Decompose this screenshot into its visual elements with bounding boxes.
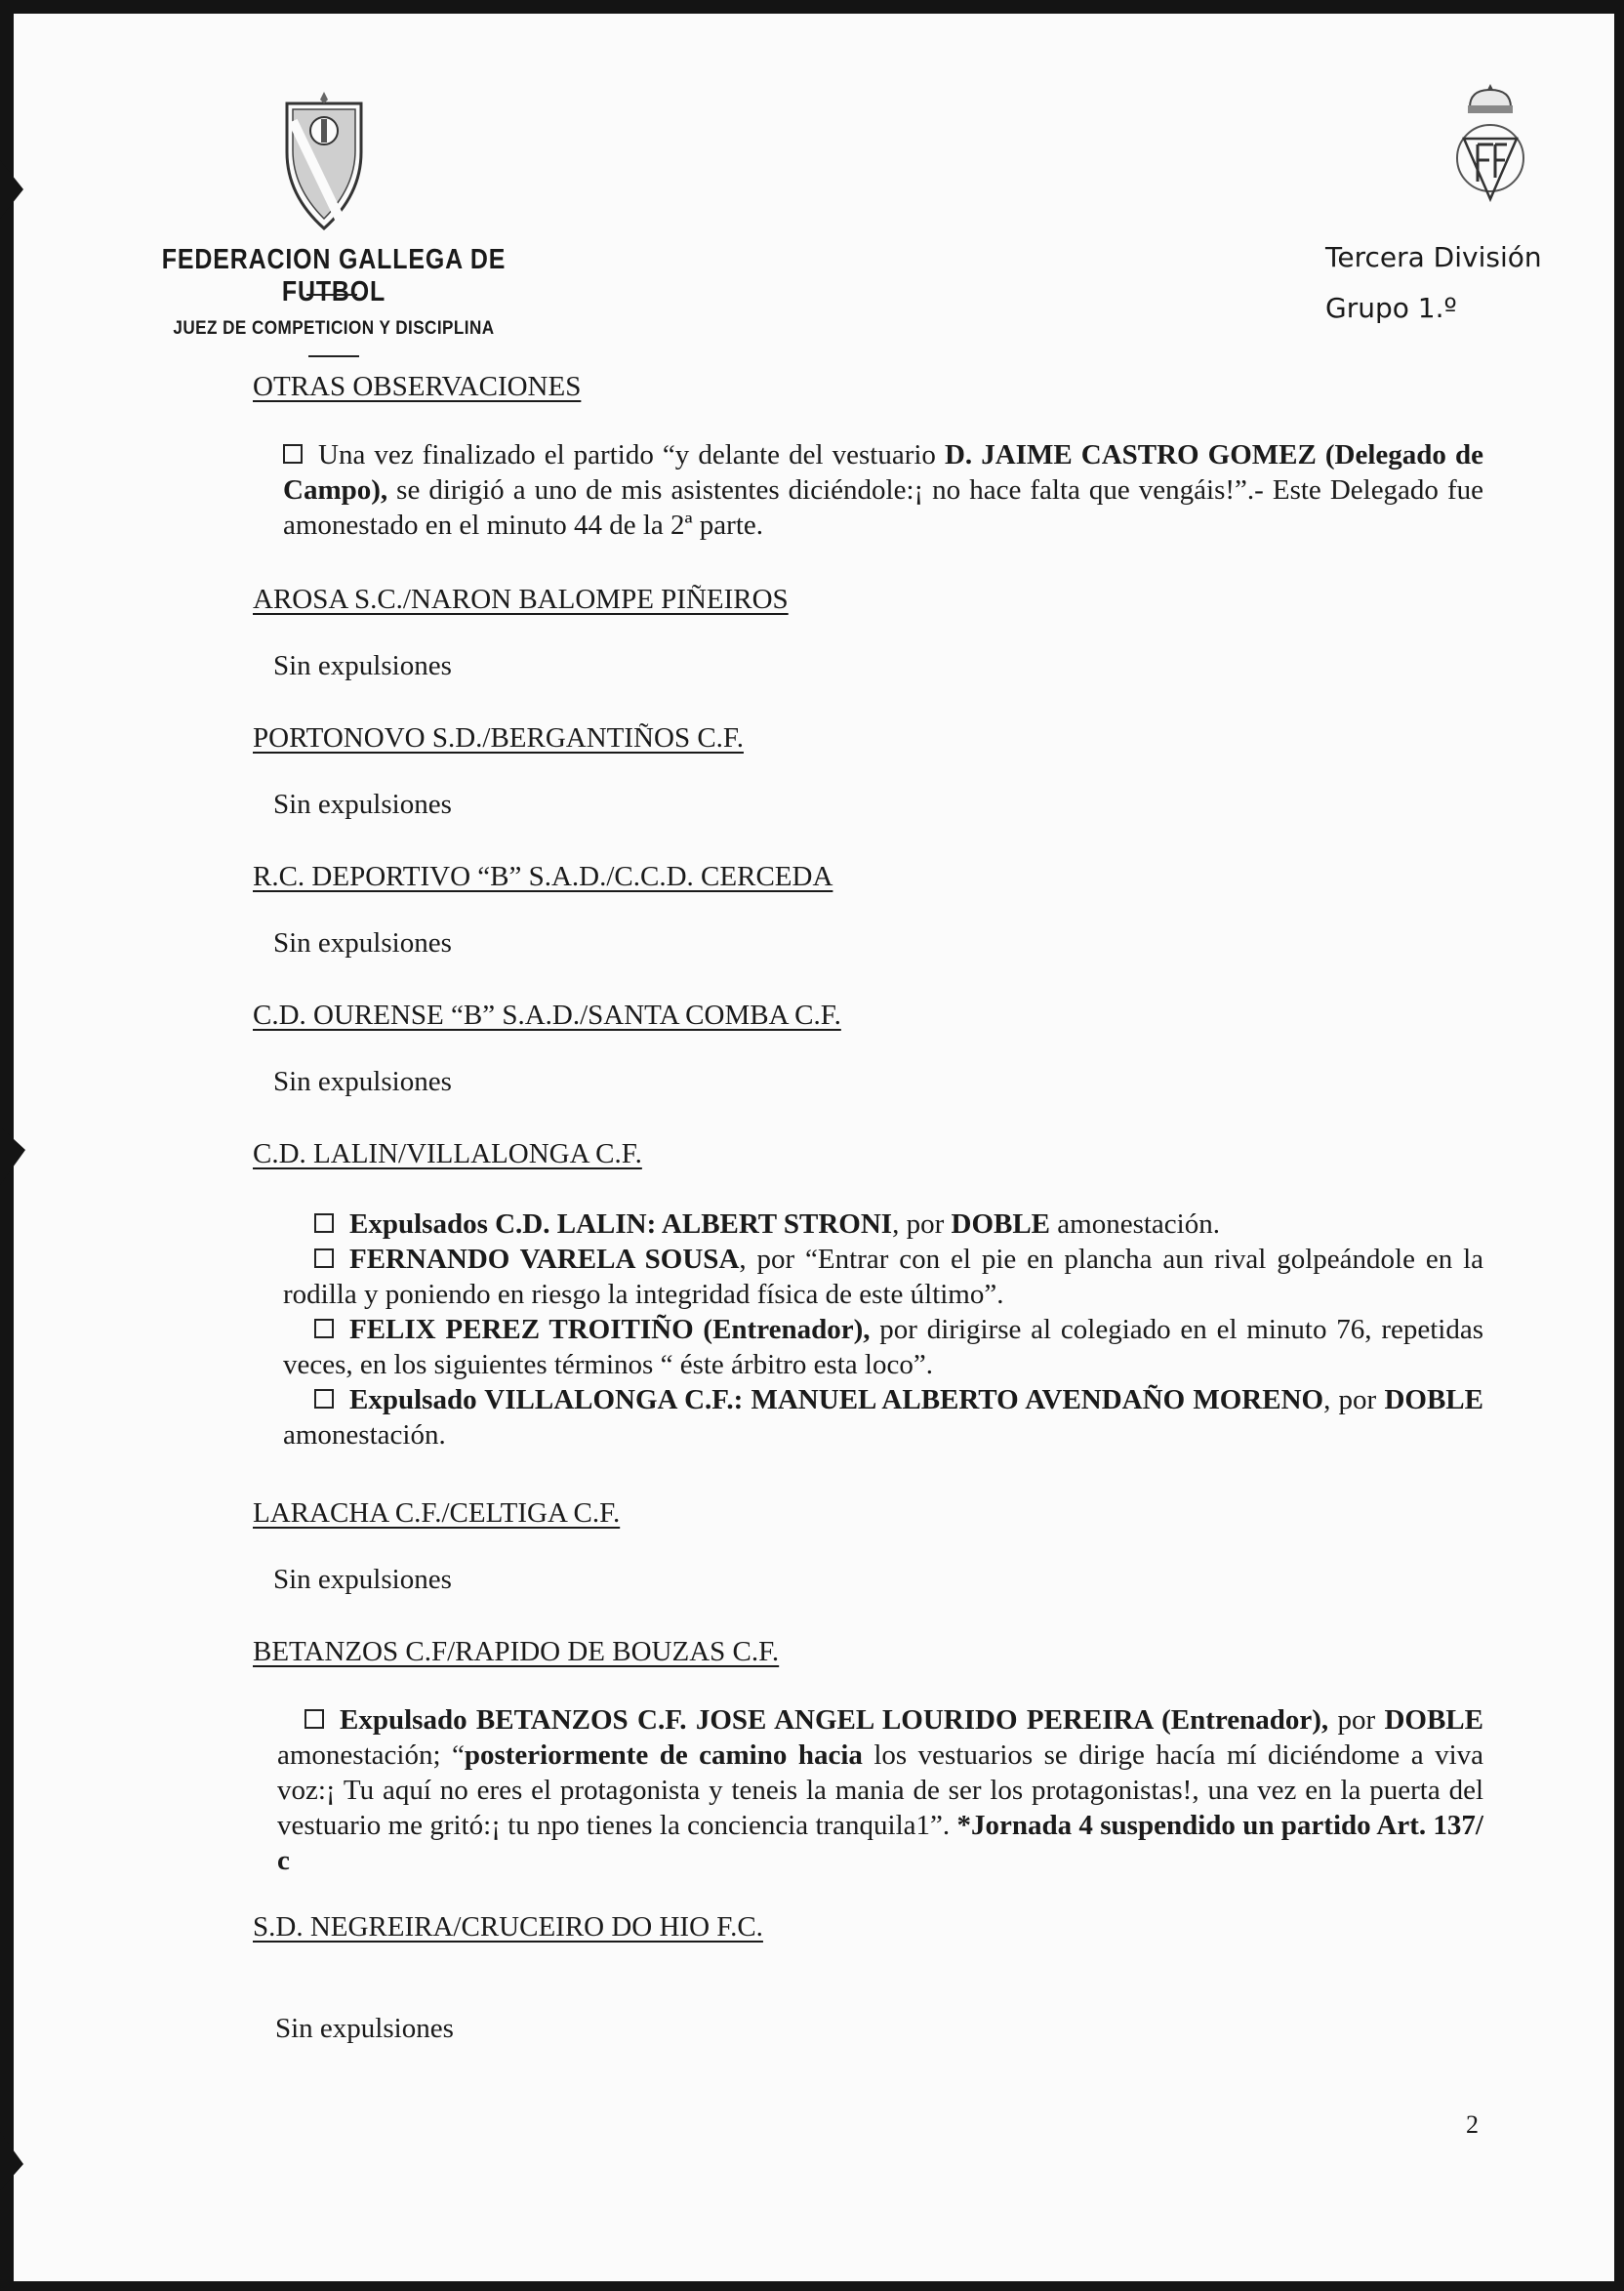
section-text-laracha: Sin expulsiones <box>273 1564 452 1595</box>
checkbox-icon <box>314 1213 334 1233</box>
page-number: 2 <box>1466 2110 1479 2139</box>
header-divider <box>308 355 359 357</box>
checkbox-icon <box>283 444 303 464</box>
section-title-betanzos: BETANZOS C.F/RAPIDO DE BOUZAS C.F. <box>253 1636 780 1667</box>
lalin-expulsions-list: Expulsados C.D. LALIN: ALBERT STRONI, por DOBLE amonestación. FERNANDO VARELA SOUSA, por “Entrar con el pie en plancha aun rival golpeándole en la rodilla y poniendo en riesgo la integridad física de este último”. FELIX PEREZ TROITIÑO (Entrenador), por dirigirse al colegiado en el minuto 76, repetidas veces, en los siguientes términos “ éste árbitro esta loco”. Expulsado VILLALONGA C.F.: MANUEL ALBERTO AVENDAÑO MORENO, por DOBLE amonestación. <box>283 1208 1483 1451</box>
torn-edge <box>0 2132 23 2190</box>
observation-paragraph: Una vez finalizado el partido “y delante del vestuario D. JAIME CASTRO GOMEZ (Delegado de Campo), se dirigió a uno de mis asistentes diciéndole:¡ no hace falta que vengáis!”.- Este Delegado fue amonestado en el minuto 44 de la 2ª parte. <box>283 439 1483 541</box>
section-title-deportivo: R.C. DEPORTIVO “B” S.A.D./C.C.D. CERCEDA <box>253 861 833 892</box>
section-title-otras-observaciones: OTRAS OBSERVACIONES <box>253 371 582 402</box>
section-title-arosa: AROSA S.C./NARON BALOMPE PIÑEIROS <box>253 584 789 615</box>
header-divider <box>306 294 357 296</box>
section-text-deportivo: Sin expulsiones <box>273 927 452 959</box>
division-name: Tercera División <box>1325 241 1542 273</box>
checkbox-icon <box>314 1319 334 1338</box>
checkbox-icon <box>314 1248 334 1268</box>
checkbox-icon <box>304 1709 324 1729</box>
section-title-ourense: C.D. OURENSE “B” S.A.D./SANTA COMBA C.F. <box>253 1000 841 1031</box>
section-title-portonovo: PORTONOVO S.D./BERGANTIÑOS C.F. <box>253 722 744 754</box>
section-title-laracha: LARACHA C.F./CELTIGA C.F. <box>253 1497 621 1529</box>
federation-name: FEDERACION GALLEGA DE FUTBOL <box>161 244 507 307</box>
rfef-crest-logo <box>1448 84 1532 209</box>
section-text-arosa: Sin expulsiones <box>273 650 452 681</box>
section-title-lalin: C.D. LALIN/VILLALONGA C.F. <box>253 1138 642 1169</box>
section-text-portonovo: Sin expulsiones <box>273 789 452 820</box>
federation-subtitle: JUEZ DE COMPETICION Y DISCIPLINA <box>173 318 495 339</box>
section-title-negreira: S.D. NEGREIRA/CRUCEIRO DO HIO F.C. <box>253 1911 763 1943</box>
section-text-negreira: Sin expulsiones <box>275 2013 454 2044</box>
division-label <box>1325 232 1542 334</box>
betanzos-expulsion-paragraph: Expulsado BETANZOS C.F. JOSE ANGEL LOURIDO PEREIRA (Entrenador), por DOBLE amonestación; “posteriormente de camino hacia los vestuarios se dirige hacía mí diciéndome a viva voz:¡ Tu aquí no eres el protagonista y teneis la mania de ser los protagonistas!, una vez en la puerta del vestuario me gritó:¡ tu npo tienes la conciencia tranquila1”. *Jornada 4 suspendido un partido Art. 137/ c <box>277 1704 1484 1876</box>
section-text-ourense: Sin expulsiones <box>273 1066 452 1097</box>
group-name: Grupo 1.º <box>1325 292 1457 324</box>
torn-edge <box>0 1126 25 1185</box>
federation-crest-logo <box>283 90 365 234</box>
torn-edge <box>0 160 23 219</box>
checkbox-icon <box>314 1389 334 1409</box>
document-page <box>14 14 1614 2281</box>
